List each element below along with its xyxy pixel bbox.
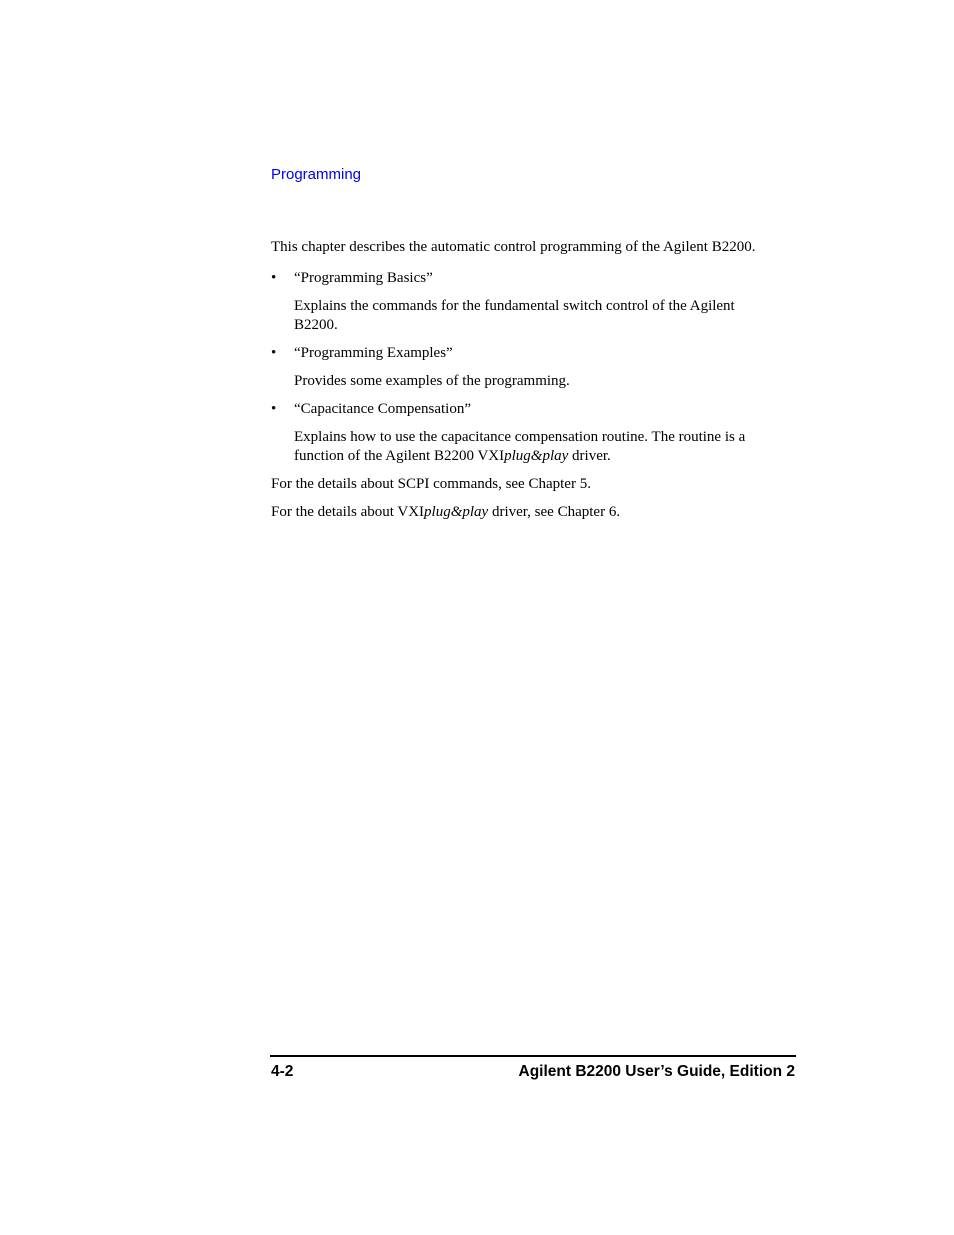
item-title-capacitance-compensation: “Capacitance Compensation” [294,401,472,417]
item-title-programming-basics: “Programming Basics” [294,270,433,286]
vxi-note-text: For the details about VXI [271,504,425,520]
bullet-marker: • [271,401,277,417]
vxi-reference-paragraph [271,503,620,522]
vxi-note-text-end: driver, see Chapter 6. [488,504,621,520]
guide-title: Agilent B2200 User’s Guide, Edition 2 [518,1063,795,1080]
item-title-programming-examples: “Programming Examples” [294,345,453,361]
page-number: 4-2 [271,1063,294,1080]
description-italic: plug&play [504,448,569,464]
section-link-programming[interactable]: Programming [271,166,362,183]
footer-divider [270,1055,796,1057]
bullet-marker: • [271,345,277,361]
bullet-marker: • [271,270,277,286]
item-description-programming-basics: Explains the commands for the fundamental switch control of the Agilent B2200. [294,298,735,333]
description-text: Explains how to use the capacitance compensation routine. The routine is a function of the Agilent B2200 VXI [294,429,746,464]
vxi-note-italic: plug&play [424,504,489,520]
scpi-reference-paragraph: For the details about SCPI commands, see Chapter 5. [271,476,591,492]
description-text-end: driver. [568,448,611,464]
item-description-programming-examples: Provides some examples of the programming. [294,373,570,389]
item-description-capacitance-compensation [294,428,774,466]
intro-paragraph: This chapter describes the automatic control programming of the Agilent B2200. [271,239,756,255]
